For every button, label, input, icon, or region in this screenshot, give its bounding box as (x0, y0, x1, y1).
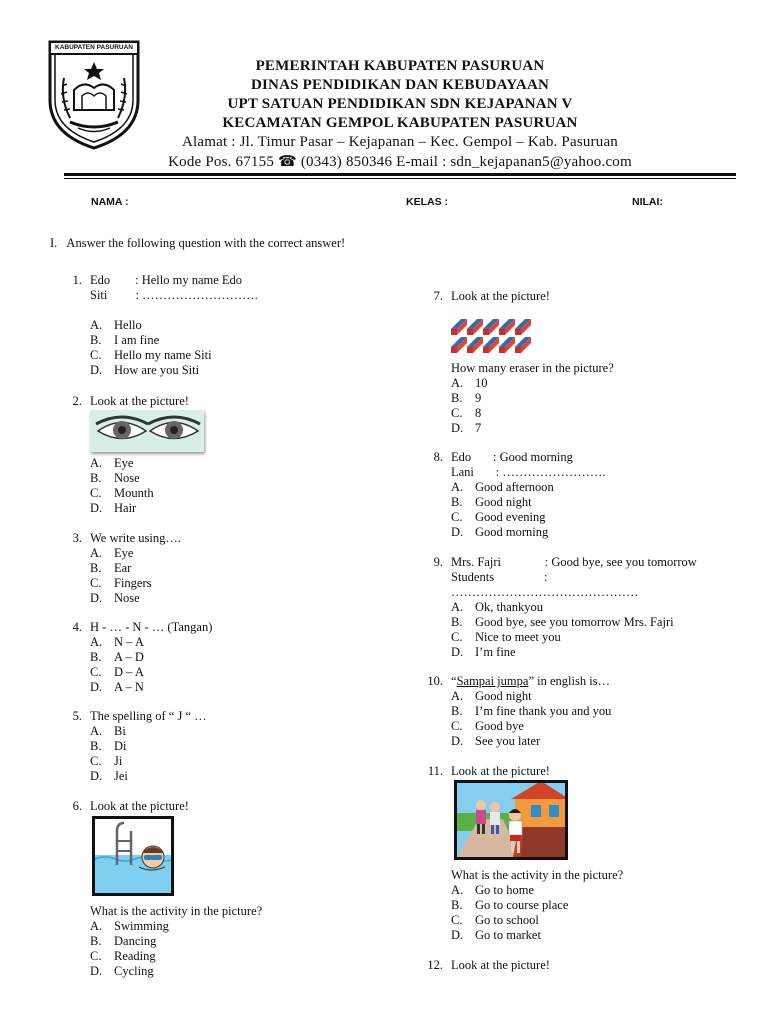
option-6a[interactable] (90, 919, 169, 934)
option-10c[interactable] (451, 719, 524, 734)
option-10d[interactable] (451, 734, 540, 749)
option-text: Hello (114, 318, 142, 332)
option-9c[interactable] (451, 630, 561, 645)
option-6c[interactable] (90, 949, 156, 964)
option-text: Ok, thankyou (475, 600, 544, 614)
option-letter: A. (90, 724, 103, 738)
question-text: How many eraser in the picture? (451, 361, 614, 375)
option-7b[interactable] (451, 391, 481, 406)
option-text: Reading (114, 949, 156, 963)
option-text: Nice to meet you (475, 630, 561, 644)
option-text: See you later (475, 734, 541, 748)
header-contact: Kode Pos. 67155 ☎ (0343) 850346 E-mail : sdn_kejapanan5@yahoo.com (168, 154, 632, 170)
option-letter: D. (451, 734, 464, 748)
option-letter: A. (90, 318, 103, 332)
question-text: Look at the picture! (90, 394, 189, 408)
question-text: Lani : ……………………. (451, 465, 606, 479)
option-8b[interactable] (451, 495, 532, 510)
option-letter: C. (451, 719, 463, 733)
option-text: Good morning (475, 525, 549, 539)
question-text: We write using…. (90, 531, 181, 545)
logo-text: KABUPATEN PASURUAN (55, 44, 133, 51)
header-line-1: PEMERINTAH KABUPATEN PASURUAN (255, 58, 545, 74)
option-4c[interactable] (90, 665, 144, 680)
option-letter: C. (90, 576, 102, 590)
header-rule-thick (64, 173, 736, 176)
question-text: Look at the picture! (451, 764, 550, 778)
option-text: Go to home (475, 883, 535, 897)
option-letter: D. (451, 525, 464, 539)
question-number: 1. (72, 273, 82, 287)
option-1b[interactable] (90, 333, 159, 348)
option-8a[interactable] (451, 480, 554, 495)
option-letter: D. (90, 680, 103, 694)
option-letter: A. (90, 919, 103, 933)
option-text: Fingers (114, 576, 152, 590)
class-field-label: KELAS : (406, 196, 448, 208)
option-letter: C. (451, 510, 463, 524)
option-10b[interactable] (451, 704, 611, 719)
name-field-label: NAMA : (91, 196, 129, 208)
option-letter: C. (90, 665, 102, 679)
underlined-phrase: Sampai jumpa (456, 674, 529, 688)
question-text: ……………………………………… (451, 585, 639, 599)
option-7c[interactable] (451, 406, 481, 421)
option-11b[interactable] (451, 898, 568, 913)
option-1a[interactable] (90, 318, 142, 333)
option-2a[interactable] (90, 456, 133, 471)
option-text: A – N (114, 680, 144, 694)
option-letter: B. (451, 391, 463, 405)
question-text: Edo : Hello my name Edo (90, 273, 243, 287)
option-9d[interactable] (451, 645, 516, 660)
question-number: 11. (427, 764, 443, 778)
question-text: The spelling of “ J “ … (90, 709, 207, 723)
option-letter: A. (451, 689, 464, 703)
option-text: I’m fine (475, 645, 516, 659)
question-number: 5. (72, 709, 82, 723)
option-text: How are you Siti (114, 363, 200, 377)
option-letter: A. (90, 546, 103, 560)
option-letter: B. (451, 615, 463, 629)
option-2d[interactable] (90, 501, 136, 516)
option-5c[interactable] (90, 754, 122, 769)
option-text: Good night (475, 495, 532, 509)
option-3a[interactable] (90, 546, 133, 561)
option-letter: B. (90, 934, 102, 948)
header-address: Alamat : Jl. Timur Pasar – Kejapanan – Kec. Gempol – Kab. Pasuruan (181, 134, 619, 150)
question-text: Look at the picture! (451, 958, 550, 972)
option-10a[interactable] (451, 689, 532, 704)
option-text: Ear (114, 561, 132, 575)
question-number: 2. (72, 394, 82, 408)
option-9a[interactable] (451, 600, 543, 615)
option-text: Nose (114, 591, 140, 605)
option-letter: B. (90, 333, 102, 347)
option-text: Ji (114, 754, 123, 768)
option-text: Mounth (114, 486, 154, 500)
option-text: Nose (114, 471, 140, 485)
option-text: Hello my name Siti (114, 348, 212, 362)
option-text: N – A (114, 635, 144, 649)
option-text: Go to school (475, 913, 539, 927)
swimming-icon (95, 819, 171, 893)
option-text: Dancing (114, 934, 157, 948)
option-5a[interactable] (90, 724, 126, 739)
eyes-icon (90, 410, 204, 452)
option-letter: C. (90, 754, 102, 768)
option-text: Bi (114, 724, 126, 738)
option-letter: C. (451, 913, 463, 927)
option-text: A – D (114, 650, 144, 664)
option-letter: C. (90, 348, 102, 362)
option-6b[interactable] (90, 934, 156, 949)
option-9b[interactable] (451, 615, 674, 630)
header-line-3: UPT SATUAN PENDIDIKAN SDN KEJAPANAN V (227, 96, 573, 112)
option-text: 8 (475, 406, 482, 420)
erasers-picture (451, 318, 535, 354)
option-letter: B. (90, 561, 102, 575)
question-number: 7. (433, 289, 443, 303)
option-letter: C. (90, 949, 102, 963)
option-3b[interactable] (90, 561, 131, 576)
question-text: Students : (451, 570, 548, 584)
header-line-2: DINAS PENDIDIKAN DAN KEBUDAYAAN (250, 77, 550, 93)
option-letter: B. (90, 650, 102, 664)
option-text: I am fine (114, 333, 160, 347)
option-11d[interactable] (451, 928, 541, 943)
option-4b[interactable] (90, 650, 144, 665)
option-5d[interactable] (90, 769, 128, 784)
question-text: Mrs. Fajri : Good bye, see you tomorrow (451, 555, 697, 569)
option-text: 9 (475, 391, 482, 405)
section-instruction: Answer the following question with the correct answer! (66, 236, 346, 250)
swimming-picture (92, 816, 174, 896)
option-6d[interactable] (90, 964, 154, 979)
question-text: Edo : Good morning (451, 450, 573, 464)
option-1c[interactable] (90, 348, 212, 363)
header-line-4: KECAMATAN GEMPOL KABUPATEN PASURUAN (222, 115, 578, 131)
option-text: Eye (114, 456, 134, 470)
option-letter: D. (90, 964, 103, 978)
question-number: 9. (433, 555, 443, 569)
option-letter: D. (90, 769, 103, 783)
option-text: Jei (114, 769, 128, 783)
option-text: Go to market (475, 928, 541, 942)
option-text: Good bye, see you tomorrow Mrs. Fajri (475, 615, 674, 629)
question-text (451, 674, 610, 689)
option-letter: B. (451, 704, 463, 718)
option-letter: B. (451, 495, 463, 509)
option-text: Go to course place (475, 898, 569, 912)
header-rule-thin (64, 178, 736, 179)
option-11a[interactable] (451, 883, 534, 898)
question-text: H - … - N - … (Tangan) (90, 620, 213, 634)
option-letter: C. (451, 630, 463, 644)
option-2b[interactable] (90, 471, 140, 486)
children-walking-icon (457, 783, 565, 857)
option-letter: A. (451, 600, 464, 614)
option-text: I’m fine thank you and you (475, 704, 612, 718)
option-letter: A. (451, 883, 464, 897)
school-picture (454, 780, 568, 860)
option-2c[interactable] (90, 486, 154, 501)
option-letter: A. (451, 376, 464, 390)
option-text: Good evening (475, 510, 546, 524)
question-text: Look at the picture! (90, 799, 189, 813)
question-text: What is the activity in the picture? (90, 904, 263, 918)
option-4d[interactable] (90, 680, 144, 695)
option-letter: B. (451, 898, 463, 912)
option-letter: D. (451, 645, 464, 659)
question-number: 3. (72, 531, 82, 545)
option-letter: D. (451, 421, 464, 435)
option-text: Good night (475, 689, 532, 703)
option-5b[interactable] (90, 739, 127, 754)
option-7d[interactable] (451, 421, 481, 436)
option-3d[interactable] (90, 591, 140, 606)
option-text: 7 (475, 421, 482, 435)
option-letter: A. (451, 480, 464, 494)
option-text: Eye (114, 546, 134, 560)
option-text: Good bye (475, 719, 524, 733)
option-text: Hair (114, 501, 137, 515)
question-text: Look at the picture! (451, 289, 550, 303)
eraser-icon (451, 318, 535, 354)
option-letter: A. (90, 635, 103, 649)
option-letter: C. (90, 486, 102, 500)
question-number: 4. (72, 620, 82, 634)
score-field-label: NILAI: (632, 196, 663, 208)
option-11c[interactable] (451, 913, 539, 928)
option-text: D – A (114, 665, 144, 679)
question-tail: ” in english is… (528, 674, 611, 688)
option-letter: D. (90, 591, 103, 605)
option-letter: A. (90, 456, 103, 470)
option-text: Cycling (114, 964, 154, 978)
quote-open: “ (451, 674, 457, 688)
section-heading (50, 236, 345, 251)
option-text: Swimming (114, 919, 169, 933)
option-letter: C. (451, 406, 463, 420)
question-number: 8. (433, 450, 443, 464)
question-text: Siti : ………………………. (90, 288, 258, 302)
section-number: I. (50, 236, 58, 250)
option-letter: D. (90, 501, 103, 515)
question-text: What is the activity in the picture? (451, 868, 624, 882)
option-text: Di (114, 739, 127, 753)
option-3c[interactable] (90, 576, 152, 591)
option-7a[interactable] (451, 376, 488, 391)
question-number: 6. (72, 799, 82, 813)
option-text: Good afternoon (475, 480, 554, 494)
option-text: 10 (475, 376, 488, 390)
eyes-picture (90, 410, 204, 452)
option-letter: D. (451, 928, 464, 942)
question-number: 10. (427, 674, 443, 688)
option-8d[interactable] (451, 525, 548, 540)
option-8c[interactable] (451, 510, 545, 525)
option-letter: D. (90, 363, 103, 377)
option-4a[interactable] (90, 635, 144, 650)
option-letter: B. (90, 471, 102, 485)
option-1d[interactable] (90, 363, 199, 378)
option-letter: B. (90, 739, 102, 753)
question-number: 12. (427, 958, 443, 972)
